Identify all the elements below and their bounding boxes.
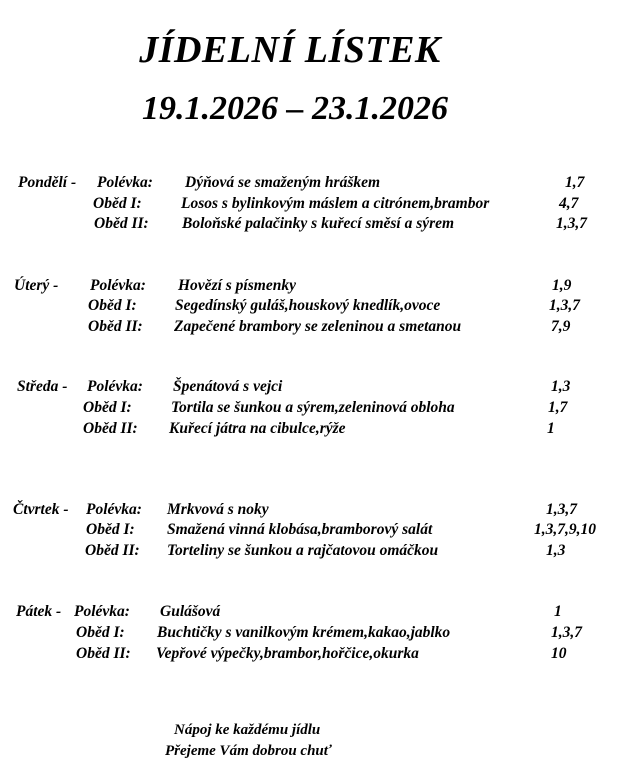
dish-name: Mrkvová s noky xyxy=(167,501,269,518)
course-label: Oběd I: xyxy=(93,195,142,212)
course-label: Oběd I: xyxy=(83,399,132,416)
dish-name: Kuřecí játra na cibulce,rýže xyxy=(169,420,346,437)
course-label: Oběd II: xyxy=(83,420,138,437)
dish-name: Boloňské palačinky s kuřecí směsí a sýrem xyxy=(182,215,455,232)
course-label: Oběd I: xyxy=(86,521,135,538)
dish-name: Vepřové výpečky,brambor,hořčice,okurka xyxy=(156,645,419,662)
dish-name: Torteliny se šunkou a rajčatovou omáčkou xyxy=(167,542,439,559)
footer-drink-note: Nápoj ke každému jídlu xyxy=(174,722,321,738)
course-label: Polévka: xyxy=(90,277,146,294)
dish-name: Hovězí s písmenky xyxy=(178,277,296,294)
allergens: 1,3,7 xyxy=(556,215,587,232)
dish-name: Špenátová s vejci xyxy=(173,378,283,395)
allergens: 1,3,7 xyxy=(551,624,582,641)
allergens: 4,7 xyxy=(559,195,579,212)
allergens: 1,3 xyxy=(546,542,566,559)
day-label: Úterý - xyxy=(14,277,59,294)
day-label: Čtvrtek - xyxy=(13,501,69,518)
course-label: Oběd II: xyxy=(88,318,143,335)
day-label: Středa - xyxy=(17,378,68,395)
course-label: Polévka: xyxy=(87,378,143,395)
allergens: 1,9 xyxy=(552,277,572,294)
allergens: 1,3,7,9,10 xyxy=(534,521,596,538)
course-label: Oběd II: xyxy=(85,542,140,559)
allergens: 1,3,7 xyxy=(549,297,580,314)
course-label: Oběd I: xyxy=(76,624,125,641)
dish-name: Buchtičky s vanilkovým krémem,kakao,jablko xyxy=(157,624,451,641)
course-label: Polévka: xyxy=(97,174,153,191)
page-title: JÍDELNÍ LÍSTEK xyxy=(139,29,441,71)
allergens: 1,7 xyxy=(548,399,568,416)
dish-name: Zapečené brambory se zeleninou a smetanou xyxy=(174,318,462,335)
course-label: Polévka: xyxy=(86,501,142,518)
allergens: 1 xyxy=(554,603,562,620)
day-label: Pátek - xyxy=(16,603,62,620)
day-label: Pondělí - xyxy=(18,174,77,191)
allergens: 1,3,7 xyxy=(546,501,577,518)
course-label: Oběd I: xyxy=(88,297,137,314)
footer-greeting: Přejeme Vám dobrou chuť xyxy=(165,743,332,759)
dish-name: Gulášová xyxy=(160,603,221,620)
date-range: 19.1.2026 – 23.1.2026 xyxy=(142,90,448,127)
allergens: 1,3 xyxy=(551,378,571,395)
dish-name: Smažená vinná klobása,bramborový salát xyxy=(167,521,433,538)
allergens: 1,7 xyxy=(565,174,585,191)
allergens: 10 xyxy=(551,645,567,662)
dish-name: Segedínský guláš,houskový knedlík,ovoce xyxy=(175,297,441,314)
course-label: Oběd II: xyxy=(94,215,149,232)
course-label: Oběd II: xyxy=(76,645,131,662)
course-label: Polévka: xyxy=(74,603,130,620)
allergens: 7,9 xyxy=(551,318,571,335)
dish-name: Dýňová se smaženým hráškem xyxy=(185,174,381,191)
dish-name: Tortila se šunkou a sýrem,zeleninová obloha xyxy=(171,399,455,416)
allergens: 1 xyxy=(547,420,555,437)
dish-name: Losos s bylinkovým máslem a citrónem,brambor xyxy=(181,195,490,212)
